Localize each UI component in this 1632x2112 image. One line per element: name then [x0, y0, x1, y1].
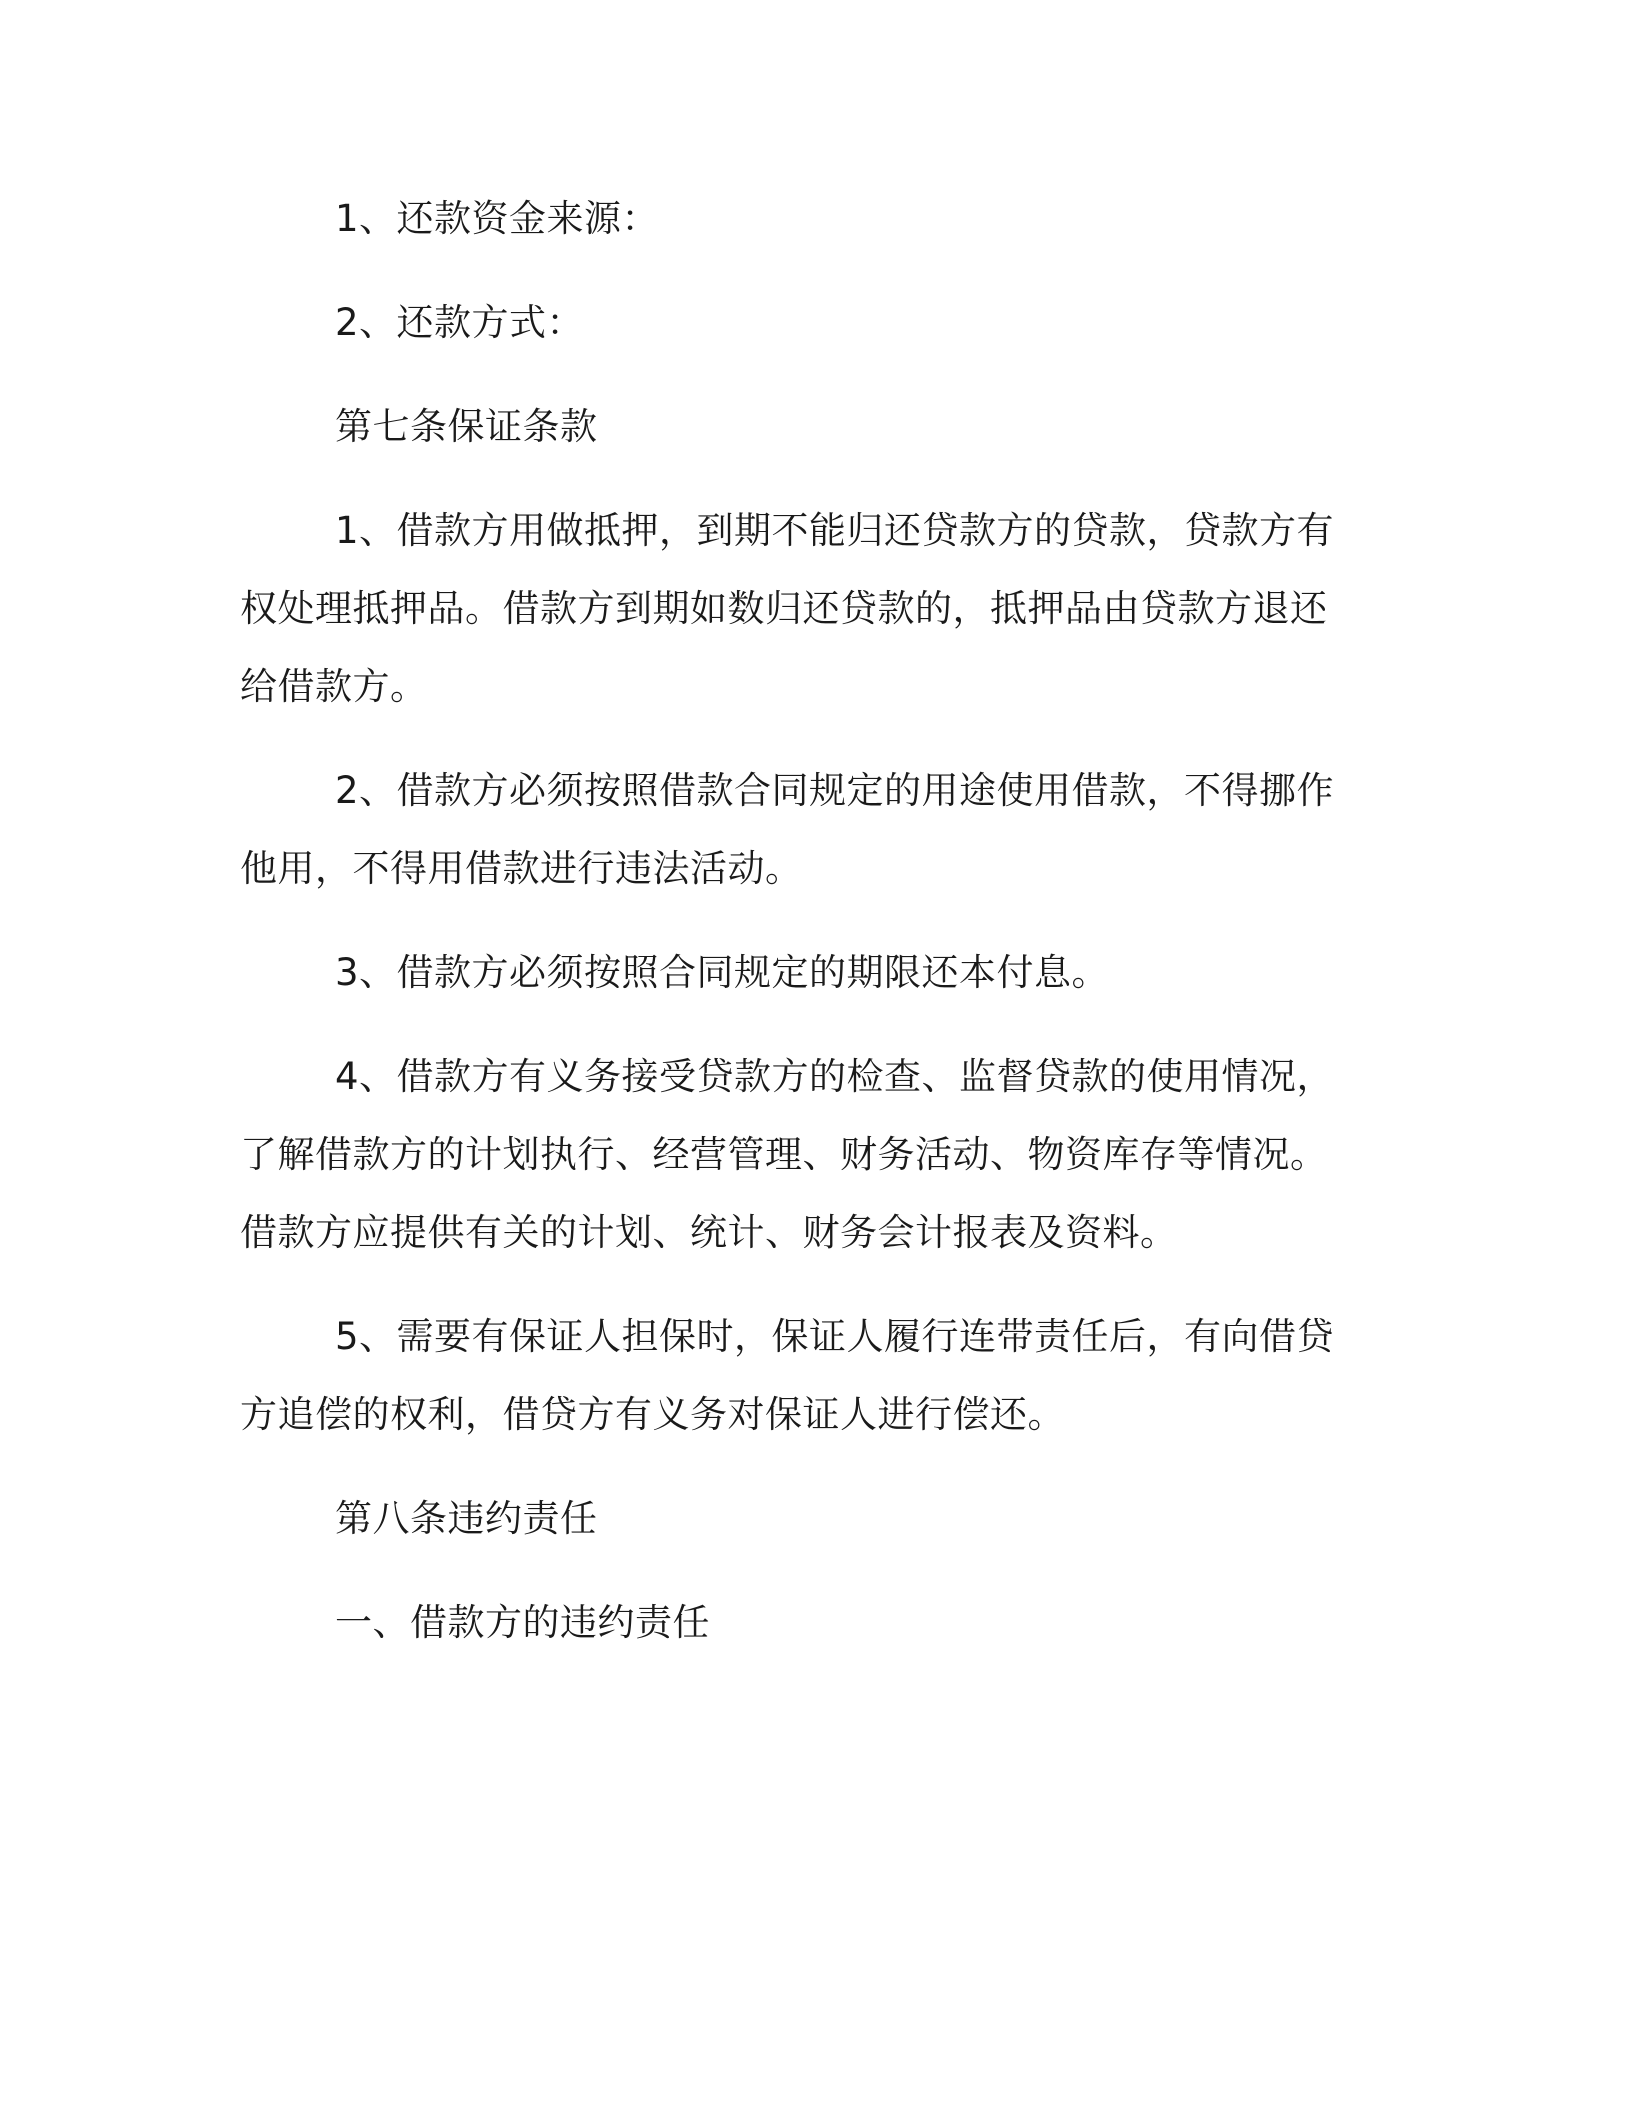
paragraph-borrower-liability: 一、借款方的违约责任: [335, 1601, 710, 1644]
section-heading-article-8: 第八条违约责任: [335, 1497, 598, 1540]
paragraph-clause-7-5: 5、需要有保证人担保时，保证人履行连带责任后，有向借贷方追偿的权利，借贷方有义务对保证人进行偿还。: [240, 1315, 1335, 1436]
paragraph-clause-7-1: 1、借款方用做抵押，到期不能归还贷款方的贷款，贷款方有权处理抵押品。借款方到期如数归还贷款的，抵押品由贷款方退还给借款方。: [240, 509, 1335, 708]
paragraph-repayment-source: 1、还款资金来源：: [335, 197, 660, 240]
document-body: [240, 180, 1360, 1688]
paragraph-repayment-method: 2、还款方式：: [335, 301, 585, 344]
section-heading-article-7: 第七条保证条款: [335, 405, 598, 448]
paragraph-clause-7-4: 4、借款方有义务接受贷款方的检查、监督贷款的使用情况，了解借款方的计划执行、经营管理、财务活动、物资库存等情况。借款方应提供有关的计划、统计、财务会计报表及资料。: [240, 1055, 1335, 1254]
paragraph-clause-7-2: 2、借款方必须按照借款合同规定的用途使用借款，不得挪作他用，不得用借款进行违法活动。: [240, 769, 1335, 890]
paragraph-clause-7-3: 3、借款方必须按照合同规定的期限还本付息。: [335, 951, 1110, 994]
